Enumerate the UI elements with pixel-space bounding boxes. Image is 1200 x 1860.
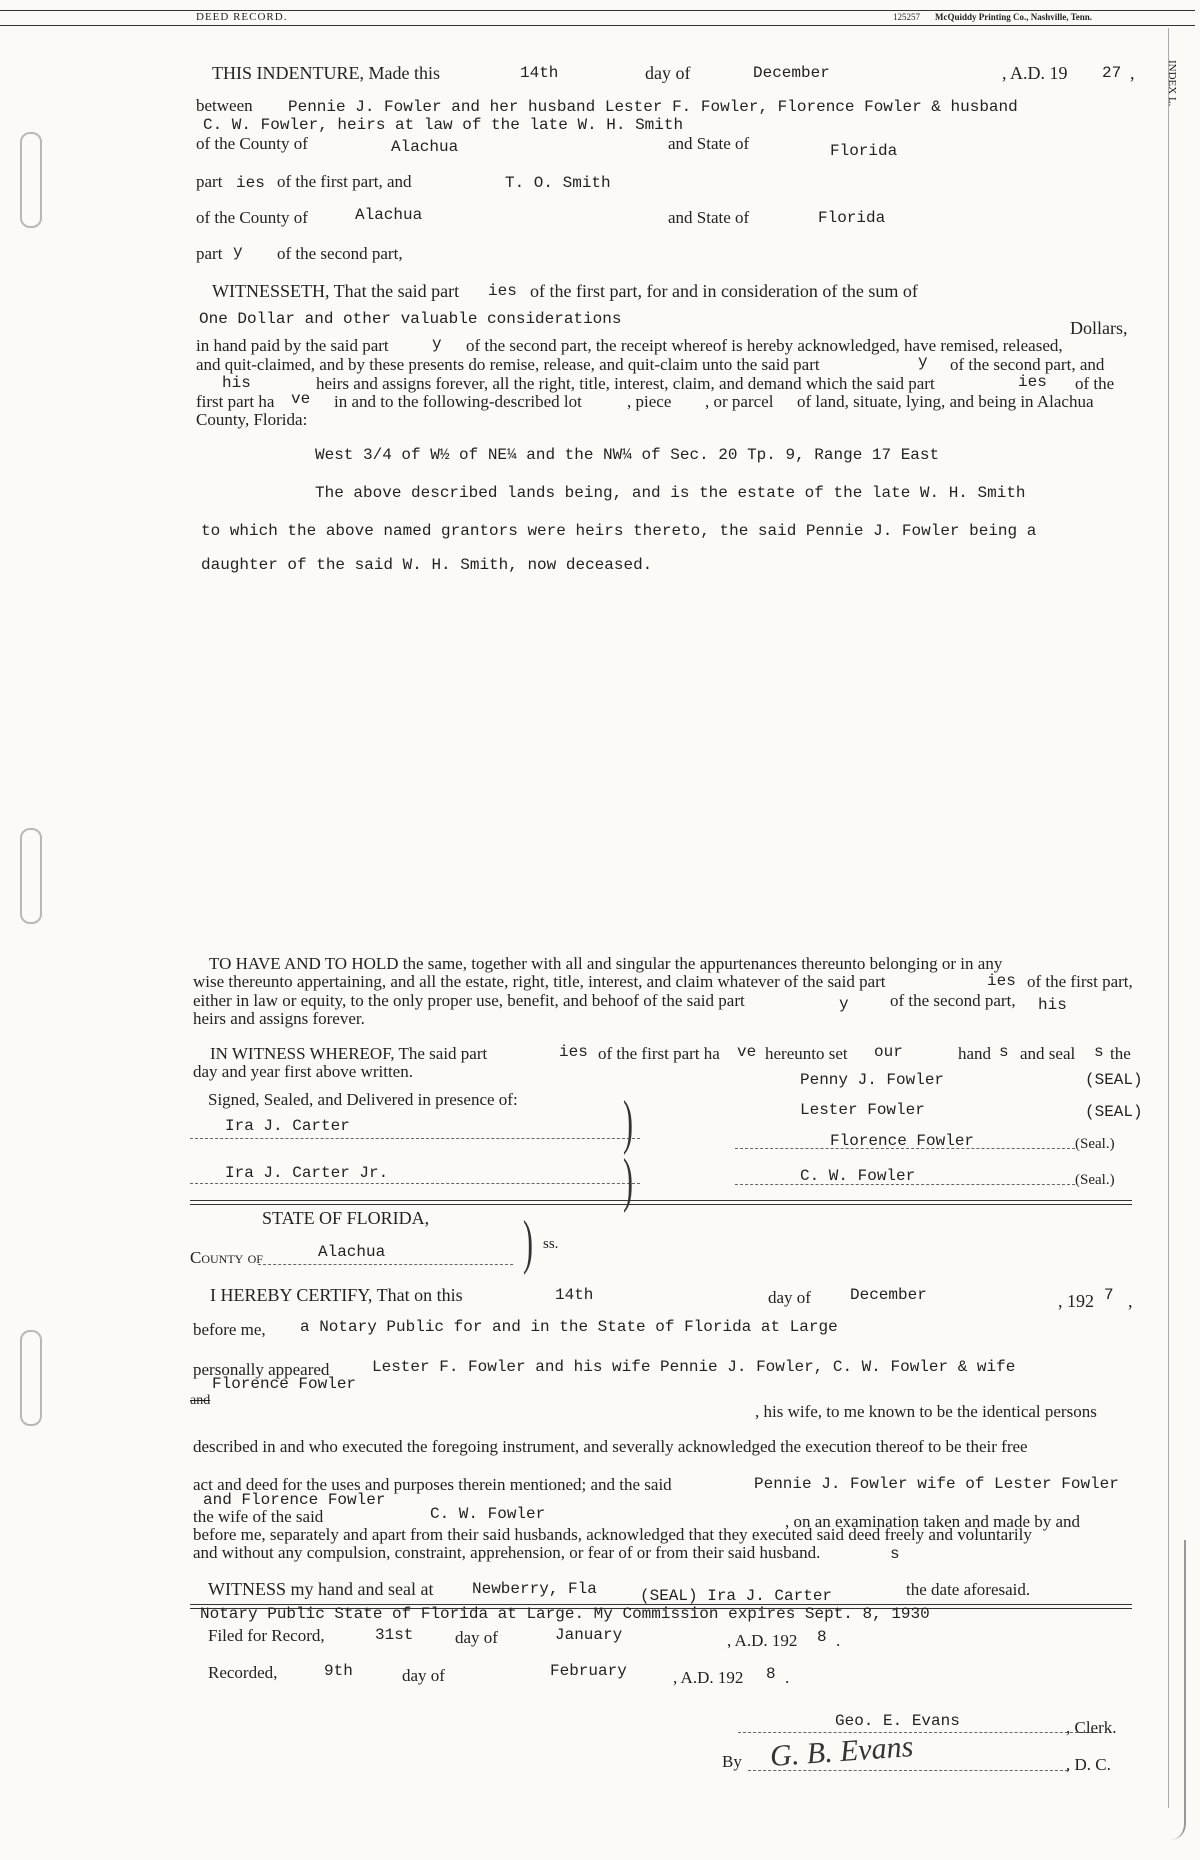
- ss-label: ss.: [543, 1236, 559, 1252]
- personally-appeared: personally appeared: [193, 1360, 330, 1379]
- testimonium-a: IN WITNESS WHEREOF, The said part: [210, 1044, 488, 1063]
- grantee-name: T. O. Smith: [505, 174, 611, 192]
- examination-text: , on an examination taken and made by and: [785, 1512, 1081, 1531]
- habendum-line-3b: of the second part,: [890, 991, 1016, 1010]
- section-rule-2: [190, 1204, 1132, 1205]
- ack-month: December: [850, 1286, 927, 1304]
- testimonium-c: hereunto set: [765, 1044, 848, 1063]
- the-wife-of: the wife of the said: [193, 1507, 324, 1526]
- grantee-state: Florida: [818, 209, 886, 227]
- legal-description-4: daughter of the said W. H. Smith, now deceased.: [201, 556, 653, 574]
- grantors-line-1: Pennie J. Fowler and her husband Lester F. Fowler, Florence Fowler & husband: [288, 98, 1018, 116]
- state-of-label: and State of: [668, 134, 750, 153]
- wife-of: Pennie J. Fowler wife of Lester Fowler: [754, 1475, 1119, 1493]
- witnesseth-suffix: ies: [488, 282, 517, 300]
- filed-month: January: [555, 1626, 623, 1644]
- ad-label: , A.D. 19: [1002, 63, 1068, 83]
- right-margin-rule: [1168, 28, 1169, 1808]
- deed-record-heading: DEED RECORD.: [196, 11, 288, 23]
- testimonium-b: of the first part ha: [598, 1044, 720, 1063]
- county-of-label-2: of the County of: [196, 208, 308, 227]
- indenture-year: 27: [1102, 64, 1122, 82]
- compulsion-suffix: s: [890, 1545, 900, 1563]
- described-in: described in and who executed the foregoing instrument, and severally acknowledged the execution thereof to be their free: [193, 1437, 1028, 1456]
- county-of-label-ack: County of: [190, 1248, 263, 1267]
- ack-year: 7: [1104, 1286, 1114, 1304]
- habendum-his: his: [1038, 996, 1067, 1014]
- habendum-line-2a: wise thereunto appertaining, and all the estate, right, title, interest, and claim whatever of the said part: [193, 972, 886, 991]
- grant-line-4a: heirs and assigns forever, all the right, title, interest, claim, and demand which the said part: [316, 374, 935, 393]
- binder-hole: [20, 132, 42, 228]
- ack-brace: ): [522, 1209, 533, 1275]
- consideration-text: One Dollar and other valuable considerations: [199, 310, 622, 328]
- grant-line-2-suffix: y: [432, 335, 442, 353]
- notary-title: Notary Public State of Florida at Large. My Commission expires Sept. 8, 1930: [200, 1605, 930, 1623]
- grant-line-3a: and quit-claimed, and by these presents do remise, release, and quit-claim unto the said part: [196, 355, 820, 374]
- testimonium-e: and seal: [1020, 1044, 1076, 1063]
- signer-1-seal: (SEAL): [1085, 1071, 1143, 1089]
- compulsion-text: and without any compulsion, constraint, apprehension, or fear of or from their said husband.: [193, 1543, 821, 1562]
- legal-description-2: The above described lands being, and is the estate of the late W. H. Smith: [315, 484, 1026, 502]
- grantee-county: Alachua: [355, 206, 423, 224]
- recorded-period: .: [785, 1668, 790, 1687]
- recorded-year: 8: [766, 1665, 776, 1683]
- printer-name: McQuiddy Printing Co., Nashville, Tenn.: [935, 12, 1093, 22]
- ack-year-prefix: , 192: [1058, 1291, 1094, 1311]
- testimonium-e-suffix: s: [1094, 1043, 1104, 1061]
- indenture-month: December: [753, 64, 830, 82]
- header-rule-bottom: [0, 25, 1195, 26]
- dollars-label: Dollars,: [1070, 318, 1128, 338]
- witnesseth-start: WITNESSETH, That the said part: [212, 281, 460, 301]
- part-label-2: part: [196, 244, 223, 263]
- grant-line-4b: of the: [1075, 374, 1115, 393]
- dc-label: , D. C.: [1066, 1755, 1111, 1774]
- grantor-state: Florida: [830, 142, 898, 160]
- recorded-day: 9th: [324, 1662, 353, 1680]
- grantor-county: Alachua: [391, 138, 459, 156]
- witness-2-line: [190, 1183, 640, 1184]
- state-of-label-2: and State of: [668, 208, 750, 227]
- indenture-day: 14th: [520, 64, 559, 82]
- signer-4-seal: (Seal.): [1075, 1172, 1115, 1188]
- ack-day: 14th: [555, 1286, 594, 1304]
- recorded-label: Recorded,: [208, 1663, 278, 1682]
- witness-2-name: Ira J. Carter Jr.: [225, 1164, 389, 1182]
- signer-3-line: [735, 1148, 1075, 1149]
- notary-seal-name: (SEAL) Ira J. Carter: [640, 1587, 833, 1605]
- page-edge: [1170, 1540, 1186, 1840]
- act-and-deed: act and deed for the uses and purposes therein mentioned; and the said: [193, 1475, 672, 1494]
- witness-1-line: [190, 1138, 640, 1139]
- clerk-line: [738, 1732, 1098, 1733]
- section-rule-1: [190, 1200, 1132, 1201]
- grant-line-5c: , piece: [627, 392, 672, 411]
- grant-line-5-suffix: ve: [291, 390, 311, 408]
- ack-day-of: day of: [768, 1288, 811, 1307]
- notary-place: Newberry, Fla: [472, 1580, 597, 1598]
- filed-year: 8: [817, 1628, 827, 1646]
- grant-line-6: County, Florida:: [196, 410, 308, 429]
- ack-county: Alachua: [318, 1243, 386, 1261]
- state-of-florida: STATE OF FLORIDA,: [262, 1208, 430, 1228]
- signer-1-name: Penny J. Fowler: [800, 1071, 945, 1089]
- habendum-line-3a: either in law or equity, to the only proper use, benefit, and behoof of the said part: [193, 991, 745, 1010]
- part-suffix-2: y: [233, 243, 243, 261]
- grant-line-2b: of the second part, the receipt whereof is hereby acknowledged, have remised, released,: [466, 336, 1063, 355]
- before-me: before me,: [193, 1320, 266, 1339]
- grant-line-4-suffix: ies: [1018, 373, 1047, 391]
- filed-day: 31st: [375, 1626, 414, 1644]
- separately-text: before me, separately and apart from their said husbands, acknowledged that they executed said deed freely and voluntarily: [193, 1525, 1032, 1544]
- witness-brace: ): [622, 1089, 633, 1155]
- filed-day-of: day of: [455, 1628, 498, 1647]
- testimonium-line-2: day and year first above written.: [193, 1062, 413, 1081]
- form-number: 125257: [893, 12, 920, 22]
- filed-ad: , A.D. 192: [727, 1631, 798, 1650]
- deputy-clerk-signature: G. B. Evans: [768, 1730, 915, 1773]
- date-aforesaid: the date aforesaid.: [906, 1580, 1031, 1599]
- clerk-name: Geo. E. Evans: [835, 1712, 960, 1730]
- habendum-line-1: TO HAVE AND TO HOLD the same, together with all and singular the appurtenances thereunto belonging or in any: [209, 954, 1003, 973]
- recorded-day-of: day of: [402, 1666, 445, 1685]
- signer-4-name: C. W. Fowler: [800, 1167, 916, 1185]
- first-part-label: of the first part, and: [277, 172, 412, 191]
- and-florence: and Florence Fowler: [203, 1491, 386, 1509]
- testimonium-a-suffix: ies: [559, 1043, 588, 1061]
- signer-3-seal: (Seal.): [1075, 1136, 1115, 1152]
- index-label: INDEX L.: [1166, 60, 1178, 107]
- legal-description-1: West 3/4 of W½ of NE¼ and the NW¼ of Sec. 20 Tp. 9, Range 17 East: [315, 446, 940, 464]
- habendum-line-4: heirs and assigns forever.: [193, 1009, 365, 1028]
- indenture-intro: THIS INDENTURE, Made this: [212, 63, 440, 83]
- heirs-his: his: [222, 374, 251, 392]
- grant-line-5d: , or parcel: [705, 392, 774, 411]
- testimonium-b-suffix: ve: [737, 1043, 757, 1061]
- grant-line-3b: of the second part, and: [950, 355, 1105, 374]
- part-suffix: ies: [236, 174, 265, 192]
- struck-and: and: [190, 1393, 211, 1408]
- by-label: By: [722, 1752, 742, 1771]
- witness-hand: WITNESS my hand and seal at: [208, 1579, 434, 1599]
- signed-in-presence: Signed, Sealed, and Delivered in presence of:: [208, 1090, 518, 1109]
- grant-line-2a: in hand paid by the said part: [196, 336, 389, 355]
- day-of-label: day of: [645, 63, 691, 83]
- persons-line-1: Lester F. Fowler and his wife Pennie J. Fowler, C. W. Fowler & wife: [372, 1358, 1016, 1376]
- habendum-line-2b: of the first part,: [1027, 972, 1133, 991]
- husband-name: C. W. Fowler: [430, 1505, 546, 1523]
- filed-label: Filed for Record,: [208, 1626, 325, 1645]
- officer-title: a Notary Public for and in the State of Florida at Large: [300, 1318, 838, 1336]
- county-of-label: of the County of: [196, 134, 308, 153]
- persons-line-2: Florence Fowler: [212, 1375, 357, 1393]
- grant-line-5b: in and to the following-described lot: [334, 392, 582, 411]
- grant-line-5a: first part ha: [196, 392, 275, 411]
- year-comma: ,: [1130, 63, 1135, 83]
- signer-4-line: [735, 1184, 1075, 1185]
- witnesseth-rest: of the first part, for and in consideration of the sum of: [530, 281, 918, 301]
- filed-period: .: [836, 1631, 841, 1650]
- testimonium-d: hand: [958, 1044, 992, 1063]
- recorded-month: February: [550, 1662, 627, 1680]
- witness-brace-2: ): [622, 1147, 633, 1213]
- ack-county-line: [258, 1264, 513, 1265]
- habendum-line-2-suffix: ies: [987, 972, 1016, 990]
- binder-hole: [20, 1330, 42, 1426]
- grant-line-3-suffix: y: [918, 353, 928, 371]
- habendum-line-3-suffix: y: [839, 995, 849, 1013]
- legal-description-3: to which the above named grantors were heirs thereto, the said Pennie J. Fowler being a: [201, 522, 1037, 540]
- signer-2-seal: (SEAL): [1085, 1103, 1143, 1121]
- his-wife-known: , his wife, to me known to be the identical persons: [755, 1402, 1097, 1421]
- certify-text: I HEREBY CERTIFY, That on this: [210, 1285, 463, 1305]
- clerk-label: , Clerk.: [1066, 1718, 1117, 1737]
- witness-1-name: Ira J. Carter: [225, 1117, 350, 1135]
- binder-hole: [20, 828, 42, 924]
- grant-line-5e: of land, situate, lying, and being in Alachua: [797, 392, 1094, 411]
- second-part-label: of the second part,: [277, 244, 403, 263]
- testimonium-f: the: [1110, 1044, 1131, 1063]
- grantors-line-2: C. W. Fowler, heirs at law of the late W. H. Smith: [203, 116, 684, 134]
- signer-3-name: Florence Fowler: [830, 1132, 975, 1150]
- signer-2-name: Lester Fowler: [800, 1101, 925, 1119]
- part-label: part: [196, 172, 223, 191]
- recorded-ad: , A.D. 192: [673, 1668, 744, 1687]
- testimonium-d-suffix: s: [999, 1043, 1009, 1061]
- between-label: between: [196, 96, 253, 115]
- testimonium-our: our: [874, 1043, 903, 1061]
- header-rule-top: [0, 10, 1195, 11]
- ack-year-comma: ,: [1128, 1291, 1133, 1311]
